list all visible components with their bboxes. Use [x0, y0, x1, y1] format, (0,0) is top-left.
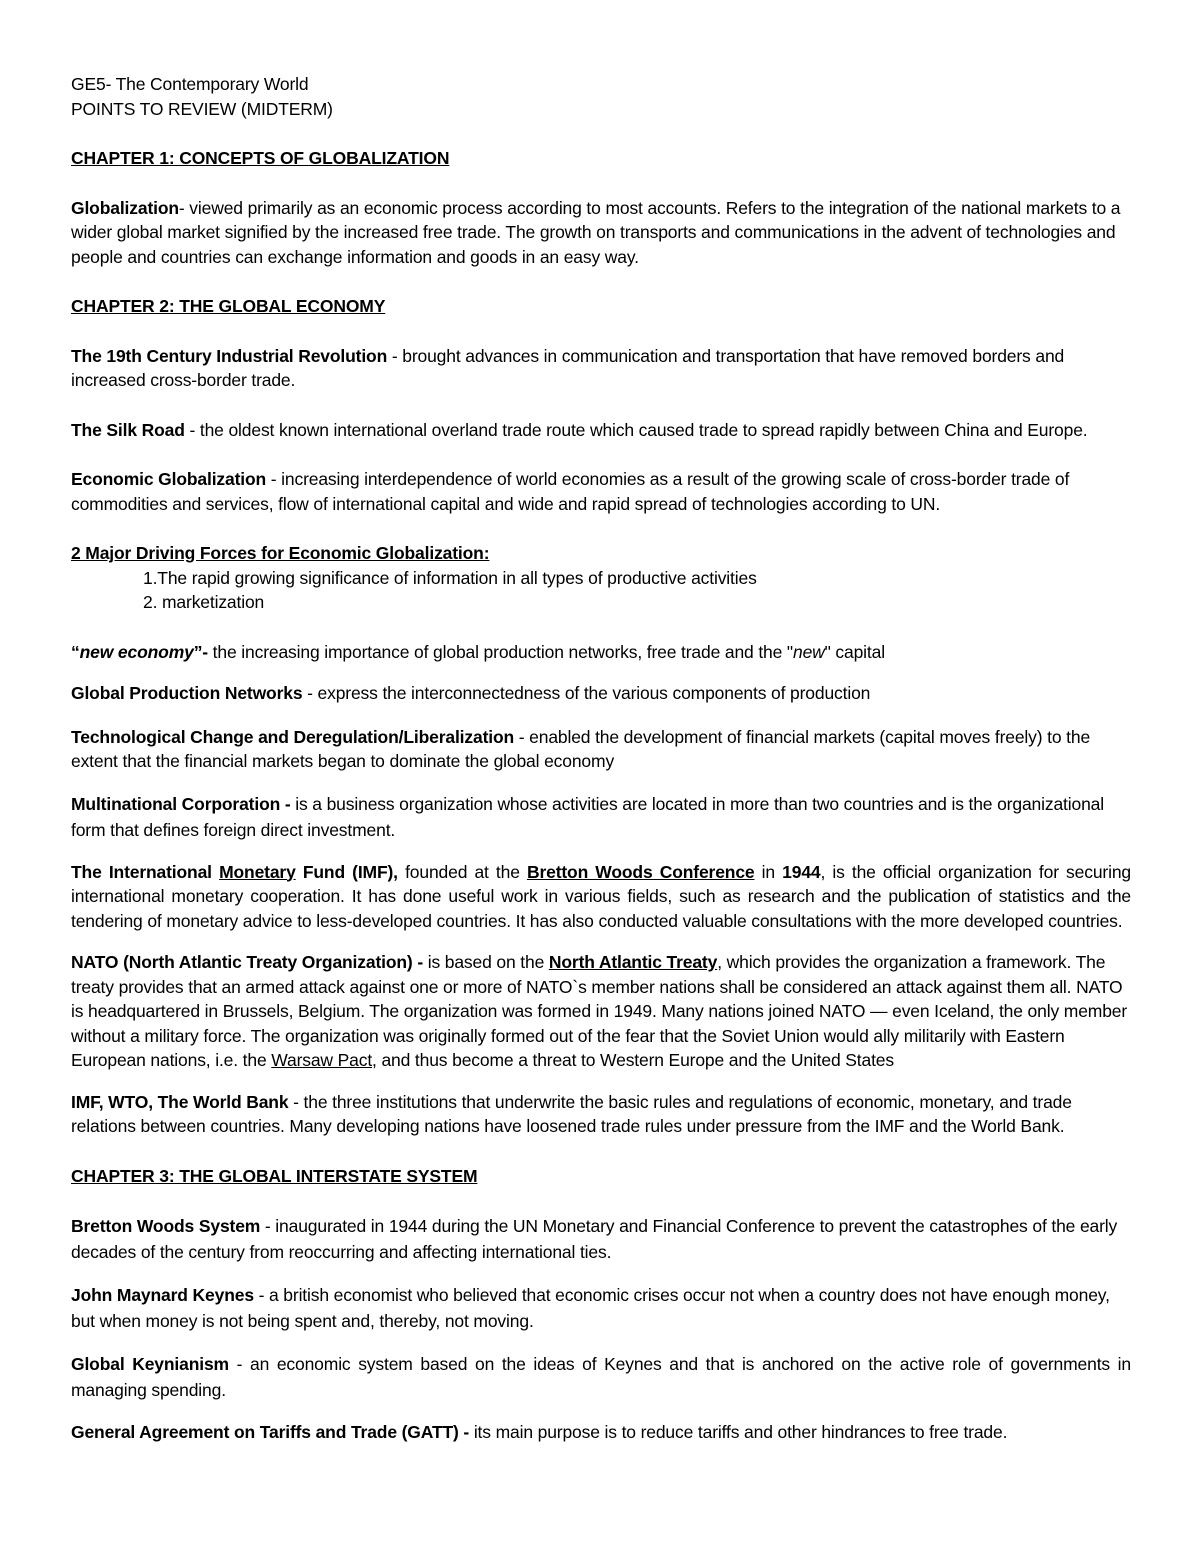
term-nato: NATO (North Atlantic Treaty Organization) - [71, 952, 423, 972]
monetary-link[interactable]: Monetary [219, 861, 296, 882]
term-imf-b: Fund (IMF), [295, 861, 398, 882]
definition-imf-a: founded at the [397, 861, 527, 882]
course-title: GE5- The Contemporary World [71, 74, 309, 94]
definition-nato-b: , which provides the organization a framework. The treaty provides that an armed attack against one or more of NATO`s member nations shall be considered an attack against them all. NATO is headquartered in Brussels, Belgium. The organization was formed in 1949. Many nations joined NATO — even Iceland, the only member without a military force. The organization was originally formed out of the fear that the Soviet Union would ally militarily with Eastern European nations, i.e. the [71, 952, 1128, 1070]
definition-global-production-networks: - express the interconnectedness of the various components of production [302, 683, 871, 703]
term-imf-a: The International [71, 861, 220, 882]
list-item: 2. marketization [143, 592, 265, 612]
entry-nato [71, 950, 1131, 1073]
bretton-woods-conference-link[interactable]: Bretton Woods Conference [526, 861, 755, 882]
new-economy-close: ”- [193, 641, 208, 662]
term-global-production-networks: Global Production Networks [71, 683, 303, 703]
term-gatt: General Agreement on Tariffs and Trade (GATT) - [71, 1422, 470, 1442]
new-word: new [792, 641, 825, 662]
term-silk-road: The Silk Road [71, 419, 185, 440]
entry-global-production-networks [71, 681, 1131, 706]
driving-forces-heading: 2 Major Driving Forces for Economic Globalization: [71, 543, 490, 563]
document-page [71, 72, 1131, 1445]
entry-keynes [71, 1282, 1131, 1334]
entry-global-keynesianism [71, 1351, 1131, 1403]
definition-imf-c: , is the official organization for securing international monetary cooperation. It has done useful work in various fields, such as research and the publication of statistics and the tendering of monetary advice to less-developed countries. It has also conducted valuable consultations with the more developed countries. [71, 861, 1131, 931]
term-multinational-corporation: Multinational Corporation - [71, 793, 291, 814]
entry-gatt [71, 1420, 1131, 1445]
definition-nato-a: is based on the [423, 952, 549, 972]
definition-new-economy-a: the increasing importance of global production networks, free trade and the " [207, 641, 793, 662]
entry-economic-globalization [71, 467, 1131, 516]
entry-new-economy [71, 640, 1131, 665]
document-subtitle: POINTS TO REVIEW (MIDTERM) [71, 98, 333, 119]
definition-technological-change: - enabled the development of financial markets (capital moves freely) to the extent that the financial markets began to dominate the global economy [71, 726, 1091, 771]
entry-technological-change [71, 725, 1131, 774]
definition-keynes: - a british economist who believed that economic crises occur not when a country does not have enough money, but when money is not being spent and, thereby, not moving. [71, 1285, 1110, 1331]
definition-silk-road: - the oldest known international overland trade route which caused trade to spread rapidly between China and Europe. [184, 419, 1088, 440]
definition-institutions: - the three institutions that underwrite the basic rules and regulations of economic, monetary, and trade relations between countries. Many developing nations have loosened trade rules under pressure from the IMF and the World Bank. [71, 1091, 1072, 1136]
definition-global-keynesianism: - an economic system based on the ideas of Keynes and that is anchored on the active role of governments in managing spending. [71, 1354, 1132, 1400]
term-global-keynesianism: Global Keynianism [71, 1354, 229, 1374]
definition-imf-b: in [754, 861, 783, 882]
entry-industrial-revolution [71, 344, 1131, 393]
definition-gatt: its main purpose is to reduce tariffs and other hindrances to free trade. [469, 1422, 1008, 1442]
definition-globalization: - viewed primarily as an economic process according to most accounts. Refers to the integration of the national markets to a wider global market signified by the increased free trade. The growth on transports and communications in the advent of technologies and people and countries can exchange information and goods in an easy way. [71, 197, 1121, 267]
term-keynes: John Maynard Keynes [71, 1285, 254, 1305]
year-1944: 1944 [782, 861, 821, 882]
term-technological-change: Technological Change and Deregulation/Liberalization [71, 726, 515, 747]
entry-globalization [71, 196, 1131, 270]
warsaw-pact-link[interactable]: Warsaw Pact [271, 1050, 373, 1070]
term-bretton-woods-system: Bretton Woods System [71, 1216, 261, 1236]
definition-industrial-revolution: - brought advances in communication and transportation that have removed borders and increased cross-border trade. [71, 345, 1065, 390]
definition-bretton-woods-system: - inaugurated in 1944 during the UN Monetary and Financial Conference to prevent the catastrophes of the early decades of the century from reoccurring and affecting international ties. [71, 1216, 1118, 1262]
chapter-3-heading: CHAPTER 3: THE GLOBAL INTERSTATE SYSTEM [71, 1165, 478, 1186]
definition-economic-globalization: - increasing interdependence of world economies as a result of the growing scale of cross-border trade of commodities and services, flow of international capital and wide and rapid spread of technologies according to UN. [71, 469, 1070, 514]
term-institutions: IMF, WTO, The World Bank [71, 1091, 289, 1112]
entry-imf [71, 860, 1131, 934]
entry-institutions [71, 1090, 1131, 1139]
term-industrial-revolution: The 19th Century Industrial Revolution [71, 345, 388, 366]
entry-multinational-corporation [71, 791, 1131, 843]
entry-silk-road [71, 418, 1131, 443]
term-new-economy: new economy [79, 641, 194, 662]
definition-nato-c: , and thus become a threat to Western Europe and the United States [372, 1050, 894, 1070]
driving-forces-list [71, 566, 1131, 615]
list-item: 1.The rapid growing significance of information in all types of productive activities [143, 567, 757, 588]
north-atlantic-treaty-link[interactable]: North Atlantic Treaty [548, 952, 718, 972]
term-globalization: Globalization [71, 197, 179, 218]
entry-bretton-woods-system [71, 1213, 1131, 1265]
new-economy-open-quote: “ [71, 641, 80, 662]
chapter-1-heading: CHAPTER 1: CONCEPTS OF GLOBALIZATION [71, 148, 450, 168]
definition-multinational-corporation: is a business organization whose activities are located in more than two countries and is the organizational form that defines foreign direct investment. [71, 793, 1104, 840]
chapter-2-heading: CHAPTER 2: THE GLOBAL ECONOMY [71, 296, 386, 316]
term-economic-globalization: Economic Globalization [71, 469, 267, 489]
definition-new-economy-b: " capital [824, 641, 885, 662]
